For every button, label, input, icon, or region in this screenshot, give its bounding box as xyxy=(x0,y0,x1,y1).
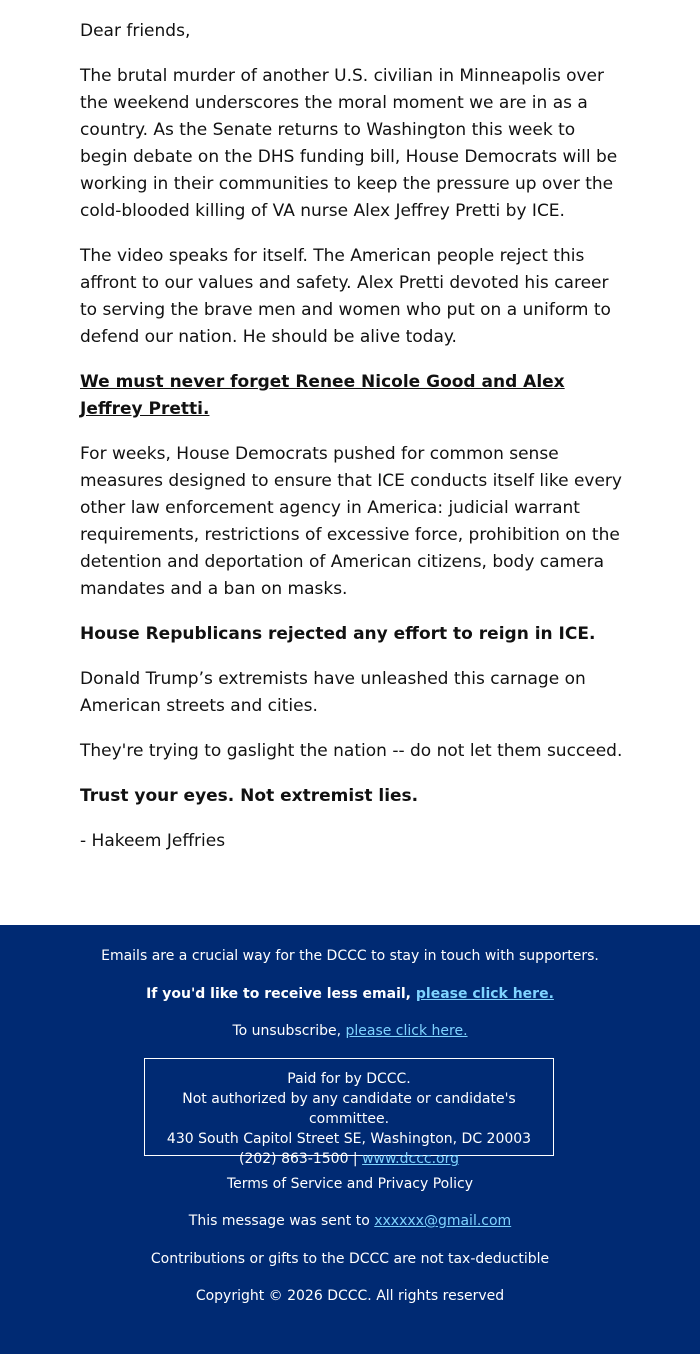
terms-privacy-link[interactable]: Terms of Service and Privacy Policy xyxy=(226,1176,473,1192)
paragraph-gaslight: They're trying to gaslight the nation -- do not let them succeed. xyxy=(80,741,623,761)
paragraph-murder: The brutal murder of another U.S. civilian in Minneapolis over the weekend underscores the moral moment we are in as a country. As the Senate returns to Washington this week to begin debate on the DHS funding bill, House Democrats will be working in their communities to keep the pressure up over the cold-blooded killing of VA nurse Alex Jeffrey Pretti by ICE. xyxy=(80,66,618,221)
headline-paragraph xyxy=(80,369,625,423)
contact-line xyxy=(145,1149,553,1169)
signature: - Hakeem Jeffries xyxy=(80,831,226,851)
phone-number: (202) 863-1500 xyxy=(238,1151,349,1167)
unsubscribe-link[interactable]: please click here. xyxy=(345,1023,468,1039)
website-link[interactable]: www.dccc.org xyxy=(362,1151,460,1167)
paid-for-line: Paid for by DCCC. xyxy=(287,1071,411,1087)
recipient-email-link[interactable]: xxxxxx@gmail.com xyxy=(374,1213,512,1229)
letter-body xyxy=(80,18,625,873)
republicans-rejected-statement: House Republicans rejected any effort to reign in ICE. xyxy=(80,624,596,644)
paragraph-measures: For weeks, House Democrats pushed for common sense measures designed to ensure that ICE conducts itself like every other law enforcement agency in America: judicial warrant requirements, restrictions of excessive force, prohibition on the detention and deportation of American citizens, body camera mandates and a ban on masks. xyxy=(80,444,622,599)
less-email-text: If you'd like to receive less email, xyxy=(146,986,416,1002)
contact-separator: | xyxy=(348,1151,363,1167)
footer xyxy=(0,925,700,1359)
less-email-link[interactable]: please click here. xyxy=(415,986,554,1002)
paid-for-box xyxy=(144,1058,554,1167)
not-authorized-line: Not authorized by any candidate or candidate's committee. xyxy=(182,1091,516,1127)
footer-intro: Emails are a crucial way for the DCCC to stay in touch with supporters. xyxy=(101,948,599,964)
greeting: Dear friends, xyxy=(80,21,191,41)
less-email-line xyxy=(0,984,700,1004)
paragraph-extremists: Donald Trump’s extremists have unleashed this carnage on American streets and cities. xyxy=(80,669,586,716)
unsubscribe-text: To unsubscribe, xyxy=(232,1023,346,1039)
unsubscribe-line xyxy=(0,1021,700,1041)
sent-to-line xyxy=(0,1211,700,1231)
sent-to-text: This message was sent to xyxy=(188,1213,375,1229)
address-line: 430 South Capitol Street SE, Washington, DC 20003 xyxy=(166,1131,532,1147)
copyright: Copyright © 2026 DCCC. All rights reserved xyxy=(195,1288,505,1304)
never-forget-link[interactable]: We must never forget Renee Nicole Good and Alex Jeffrey Pretti. xyxy=(80,372,565,419)
bottom-border xyxy=(0,1354,700,1359)
paragraph-video: The video speaks for itself. The American people reject this affront to our values and safety. Alex Pretti devoted his career to serving the brave men and women who put on a uniform to defend our nation. He should be alive today. xyxy=(80,246,611,347)
tax-note: Contributions or gifts to the DCCC are not tax-deductible xyxy=(150,1251,550,1267)
trust-your-eyes-statement: Trust your eyes. Not extremist lies. xyxy=(80,786,419,806)
